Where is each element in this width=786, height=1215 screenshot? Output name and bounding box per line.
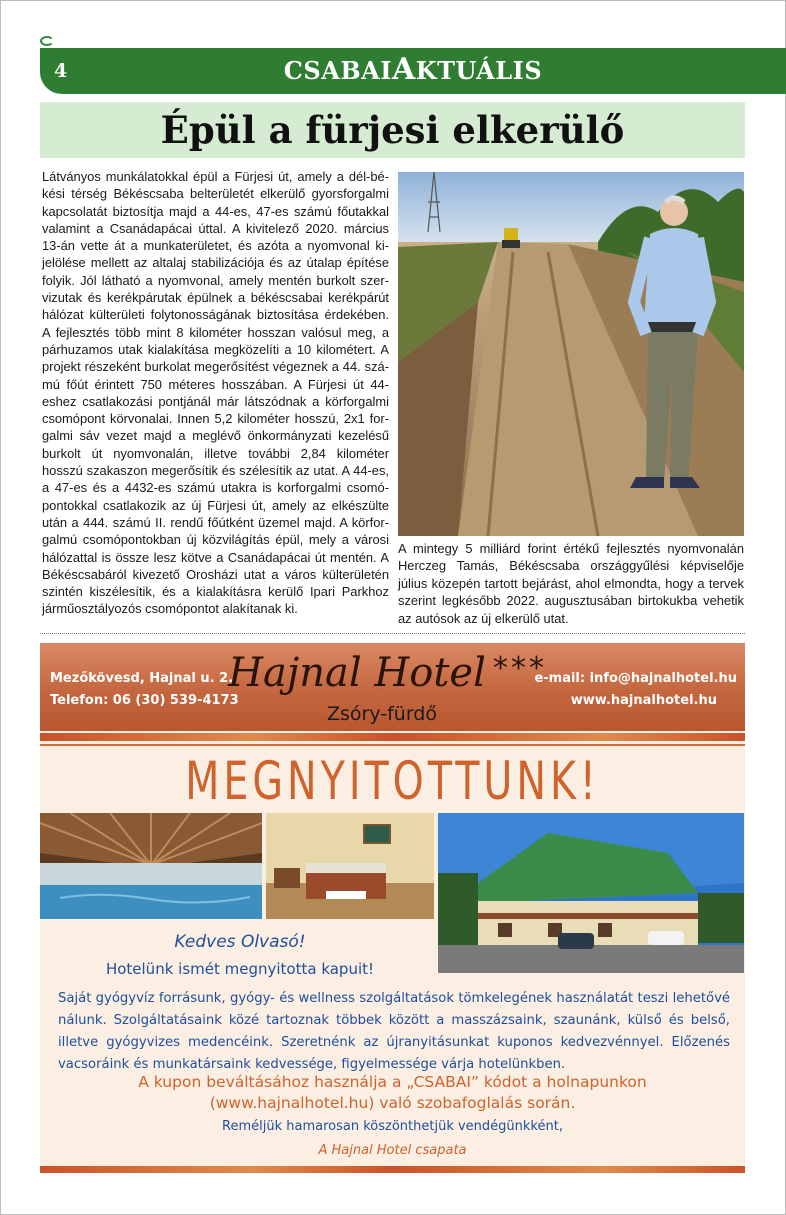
dotted-divider (40, 633, 745, 634)
ad-phone: Telefon: 06 (30) 539-4173 (50, 693, 239, 708)
ad-stripe-thin (40, 744, 745, 746)
ad-headline: MEGNYITOTTUNK! (185, 751, 600, 813)
article-photo (398, 172, 744, 536)
ad-coupon-line2: (www.hajnalhotel.hu) való szobafoglalás során. (209, 1094, 576, 1112)
pool-photo (40, 813, 262, 919)
pool-image (40, 813, 262, 919)
ad-body: Saját gyógyvíz forrásunk, gyógy- és wellness szolgáltatások tömkelegének használatát teszi lehetővé nálunk. Szolgáltatásaink közé tartoznak többek között a masszázsaink, szaunánk, külső és belső, illetve gyógyvizes medencéink. Szeretnénk az újranyitásunkat kuponos kedvezvénnyel. Előzenés vacsoráink és munkatársaink kedvessége, figyelmessége várja hotelünkben. (58, 991, 730, 1072)
logo-icon (40, 36, 54, 46)
masthead-csabai: CSABAI (283, 56, 392, 85)
ad-signature: A Hajnal Hotel csapata (318, 1143, 467, 1158)
ad-address: Mezőkövesd, Hajnal u. 2. (50, 671, 234, 686)
title-box (40, 102, 745, 158)
hotel-building-image (438, 813, 744, 973)
masthead-a: A (391, 52, 416, 87)
hotel-spa: Zsóry-fürdő (326, 703, 437, 725)
room-image (266, 813, 434, 919)
masthead-ktualis: KTUÁLIS (415, 56, 543, 85)
ad-coupon-line1: A kupon beváltásához használja a „CSABAI” kódot a holnapunkon (138, 1073, 647, 1091)
hotel-name: Hajnal Hotel (228, 650, 486, 696)
ad-stripe-top (40, 733, 745, 741)
page-number: 4 (54, 60, 68, 82)
ad-website: www.hajnalhotel.hu (570, 693, 717, 708)
room-photo (266, 813, 434, 919)
header-bar (40, 48, 786, 94)
ad-reopened: Hotelünk ismét megnyitotta kapuit! (105, 960, 375, 978)
ad-email: e-mail: info@hajnalhotel.hu (534, 671, 737, 686)
hotel-stars: *** (493, 651, 547, 686)
ad-stripe-bottom (40, 1166, 745, 1173)
ad-welcome: Reméljük hamarosan köszönthetjük vendégünkként, (222, 1119, 563, 1134)
article-body: Látványos munkálatokkal épül a Fürjesi út, amely a dél-békési térség Békéscsaba belterületét elkerülő gyorsforgalmi kapcsolatát biztosítja majd a 44-es, 47-es számú főutakkal valamint a Csanádapácai úttal. A kivitelező 2020. március 13-án vette át a munkaterületet, és azóta a nyomvonal kijelölése mellett az altalaj stabilizációja és az útalap építése folyik. Jól látható a nyomvonal, amely mentén burkolt szervizutak és kerékpárutak épülnek a békéscsabai kerékpárút hálózat külterületi folytonosságának biztosítása érdekében. A fejlesztés több mint 8 kilométer hosszan valósul meg, a párhuzamos utak kialakítása megközelíti a 10 kilométert. A projekt részeként burkolat megerősítést végeznek a 44. számú főút érintett 750 méteres hosszában. A Fürjesi út 44-eshez csatlakozási pontjánál már látszódnak a körforgalmi csomópont körvonalai. Innen 5,2 kilométer hosszú, 2x1 forgalmi sáv vezet majd a meglévő önkormányzati kezelésű burkolt út nyomvonalán, illetve további 2,84 kilométer hosszú szakaszon megerősítik és szélesítik az utat. A 44-es, a 47-es és a 4432-es számú utakra is korforgalmi csomópontokkal csatlakozik az új Fürjesi út, amely az elkészülte után a 444. számú II. rendű főútként üzemel majd. A körforgalmú csomópontokban új közvilágítás épül, mely a városi hálózattal is össze lesz kötve a Csanádapácai út mentén. A Békéscsabáról kivezető Orosházi utat a város külterületén szintén kiszélesítik, és a kialakításra kerülő Ipari Parkhoz járműosztályozós csomópontot alakítanak ki. (42, 169, 389, 617)
road-construction-image (398, 172, 744, 536)
masthead (40, 52, 786, 87)
ad-greeting: Kedves Olvasó! (174, 932, 306, 952)
article-title: Épül a fürjesi elkerülő (160, 108, 625, 152)
hotel-photo (438, 813, 744, 973)
photo-caption: A mintegy 5 milliárd forint értékű fejlesztés nyomvonalán Herczeg Tamás, Békéscsaba országgyűlési képviselője július közepén tartott bejárást, ahol elmondta, hogy a tervek szerint legkésőbb 2022. augusztusában birtokukba vehetik az autósok az új elkerülő utat. (398, 541, 744, 626)
